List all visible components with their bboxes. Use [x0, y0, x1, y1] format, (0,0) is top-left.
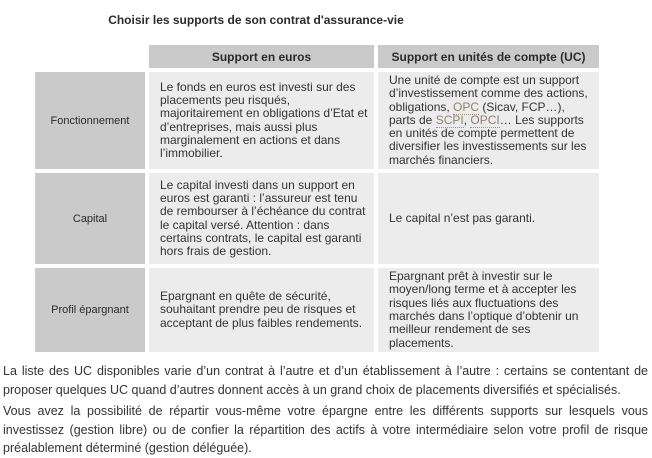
- cell-text: Epargnant en quête de sécurité, souhaitant prendre peu de risques et acceptant de plus faibles rendements.: [160, 289, 363, 330]
- cell-fonctionnement-euros: [149, 72, 374, 169]
- uc-definition-text: … Les supports en unités de compte permettent de diversifier les investissements sur les marchés financiers.: [389, 112, 587, 167]
- glossary-link-opc[interactable]: OPC: [453, 99, 480, 114]
- cell-text: Le capital n’est pas garanti.: [389, 210, 536, 225]
- cell-capital-euros: [149, 173, 374, 264]
- table-corner-spacer: [35, 45, 145, 68]
- uc-definition-text: Une unité de compte est un support d’investissement comme des actions, obligations,: [389, 73, 588, 114]
- cell-text: [389, 74, 593, 167]
- page-title: Choisir les supports de son contrat d'assurance-vie: [108, 13, 404, 27]
- cell-text: Le fonds en euros est investi sur des placements peu risqués, majoritairement en obligations d’Etat et d’entreprises, mais aussi plus marginalement en actions et dans l’immobilier.: [160, 79, 368, 161]
- paragraph-uc-availability: La liste des UC disponibles varie d’un contrat à l’autre et d’un établissement à l’autre : certains se contentant de proposer quelques UC quand d’autres donnent accès à un grand choix de placements diversifiés et spécialisés.: [3, 363, 648, 397]
- comparison-table: [35, 45, 652, 352]
- cell-text: Le capital investi dans un support en euros est garanti : l’assureur est tenu de rembourser à l’échéance du contrat le capital versé. Attention : dans certains contrats, le capital est garanti hors frais de gestion.: [160, 177, 366, 259]
- uc-definition-text: (Sicav, FCP…), parts de: [389, 99, 565, 127]
- paragraph-gestion-modes: Vous avez la possibilité de répartir vous-même votre épargne entre les différents supports sur lesquels vous investissez (gestion libre) ou de confier la répartition des actifs à votre intermédiaire selon votre profil de risque préalablement déterminé (gestion déléguée).: [3, 403, 648, 456]
- row-label-profil-epargnant: Profil épargnant: [35, 268, 145, 352]
- column-header-euros: Support en euros: [149, 45, 374, 68]
- cell-profil-uc: [378, 268, 599, 352]
- row-label-fonctionnement: Fonctionnement: [35, 72, 145, 169]
- glossary-link-scpi[interactable]: SCPI: [435, 112, 464, 127]
- cell-capital-uc: [378, 173, 599, 264]
- column-header-uc: Support en unités de compte (UC): [378, 45, 599, 68]
- cell-text: Epargnant prêt à investir sur le moyen/long terme et à accepter les risques liés aux fluctuations des marchés dans l’optique d’obtenir un meilleur rendement de ses placements.: [389, 269, 579, 350]
- glossary-link-opci[interactable]: OPCI: [470, 112, 500, 127]
- row-label-capital: Capital: [35, 173, 145, 264]
- cell-fonctionnement-uc: [378, 72, 599, 169]
- cell-profil-euros: [149, 268, 374, 352]
- uc-definition-text: ,: [463, 112, 471, 127]
